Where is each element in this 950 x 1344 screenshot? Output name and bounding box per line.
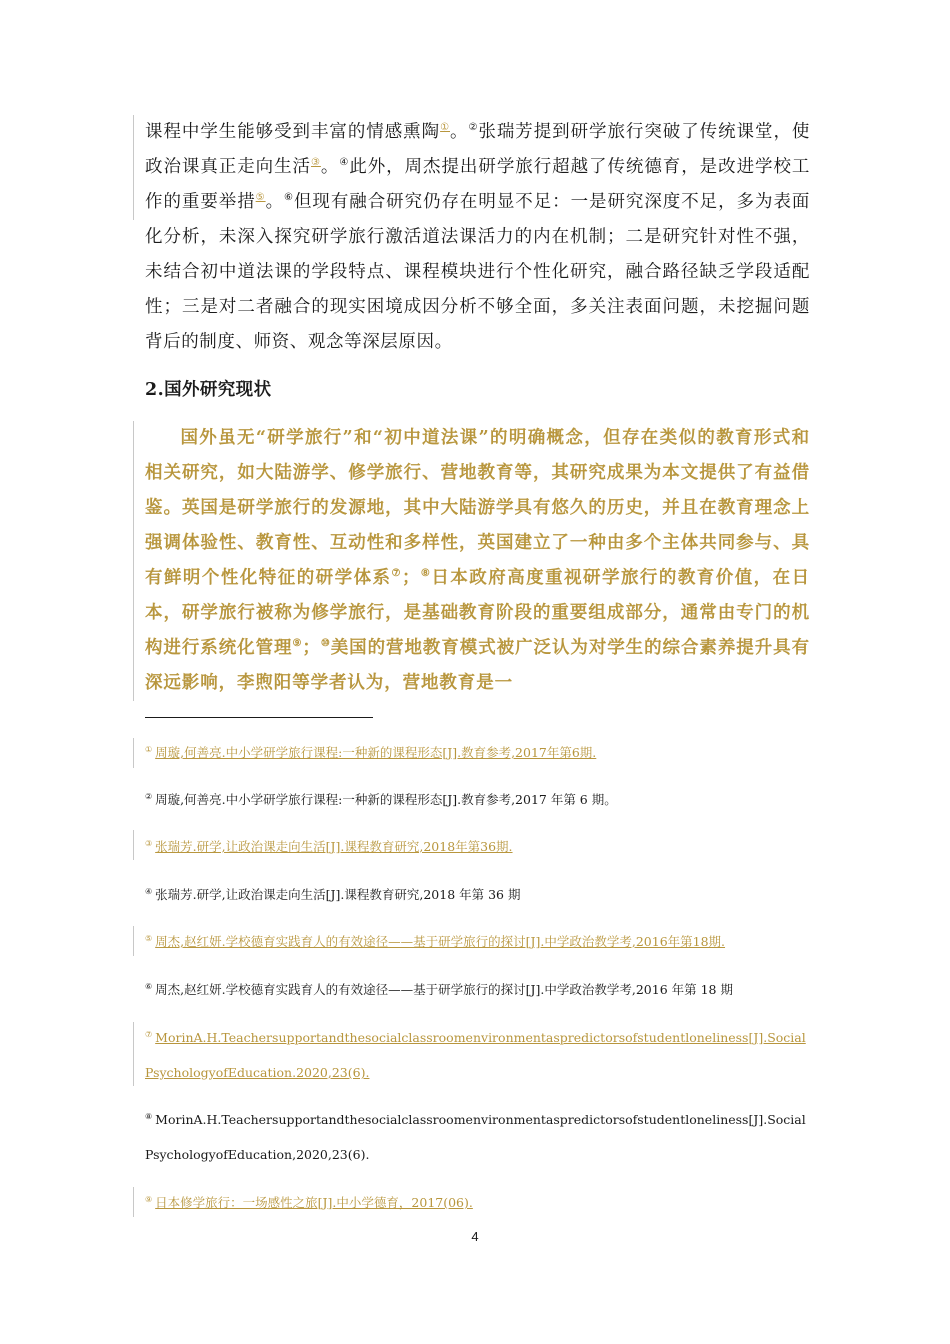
- footnote-ref[interactable]: ①: [440, 122, 450, 134]
- text-segment: 此外，周杰提出研学旅行超越了传统德育，是改进学校工作的重要举措: [145, 157, 810, 212]
- footnote-text: 张瑞芳.研学,让政治课走向生活[J].课程教育研究,2018 年第 36 期: [155, 887, 521, 902]
- footnote-item: [145, 829, 810, 864]
- text-segment: ；: [401, 568, 421, 588]
- footnote-item: [145, 1020, 810, 1090]
- page-number: 4: [471, 1229, 479, 1244]
- change-bar: [133, 1187, 134, 1217]
- footnote-ref[interactable]: ⑥: [284, 192, 294, 204]
- footnote-item: [145, 924, 810, 959]
- footnote-ref[interactable]: ④: [339, 157, 350, 169]
- footnote-mark: ④: [145, 886, 153, 896]
- section-heading: 2.国外研究现状: [145, 380, 272, 400]
- footnote-mark: ⑤: [145, 933, 153, 943]
- text-segment: 张瑞芳提到研学旅行突破了传统课堂，使政治课真正走向生活: [145, 122, 810, 177]
- footnote-item: [145, 1185, 810, 1220]
- footnote-mark: ⑨: [145, 1194, 153, 1204]
- footnote-text: 周璇,何善亮.中小学研学旅行课程:一种新的课程形态[J].教育参考,2017 年第 6 期。: [155, 792, 617, 807]
- footnote-item: [145, 782, 810, 817]
- footnote-text[interactable]: 日本修学旅行：一场感性之旅[J].中小学德育，2017(06).: [155, 1195, 473, 1210]
- footnote-mark: ⑦: [145, 1029, 153, 1039]
- footnote-ref[interactable]: ⑦: [391, 568, 402, 580]
- footnote-text: MorinA.H.Teachersupportandthesocialclassroomenvironmentaspredictorsofstudentloneliness[J].SocialPsychologyofEducation,2020,23(6).: [145, 1112, 806, 1162]
- footnote-separator: [145, 717, 373, 718]
- footnote-ref[interactable]: ⑨: [292, 638, 303, 650]
- text-segment: 国外虽无“研学旅行”和“初中道法课”的明确概念，但存在类似的教育形式和相关研究，如大陆游学、修学旅行、营地教育等，其研究成果为本文提供了有益借鉴。英国是研学旅行的发源地，其中大陆游学具有悠久的历史，并且在教育理念上强调体验性、教育性、互动性和多样性，英国建立了一种由多个主体共同参与、具有鲜明个性化特征的研学体系: [145, 428, 810, 588]
- footnote-mark: ③: [145, 838, 153, 848]
- text-segment: 。: [450, 122, 469, 142]
- footnote-ref[interactable]: ⑧: [420, 568, 432, 580]
- footnote-text[interactable]: 周璇,何善亮.中小学研学旅行课程:一种新的课程形态[J].教育参考,2017年第6期.: [155, 745, 597, 760]
- footnote-mark: ②: [145, 791, 153, 801]
- footnote-ref[interactable]: ②: [468, 122, 479, 134]
- text-segment: 。: [265, 192, 285, 212]
- change-bar: [133, 1022, 134, 1086]
- tracked-insertion-paragraph: [145, 421, 810, 701]
- change-bar: [133, 115, 134, 220]
- text-segment: 日本政府高度重视研学旅行的教育价值，在日本，研学旅行被称为修学旅行，是基础教育阶段的重要组成部分，通常由专门的机构进行系统化管理: [145, 568, 810, 658]
- change-bar: [133, 421, 134, 701]
- footnote-text: 周杰,赵红妍.学校德育实践育人的有效途径——基于研学旅行的探讨[J].中学政治教学考,2016 年第 18 期: [155, 982, 733, 997]
- footnote-text[interactable]: 张瑞芳.研学,让政治课走向生活[J].课程教育研究,2018年第36期.: [155, 839, 513, 854]
- change-bar: [133, 926, 134, 956]
- change-bar: [133, 738, 134, 768]
- footnote-item: [145, 1102, 810, 1172]
- footnote-item: [145, 877, 810, 912]
- footnote-text[interactable]: 周杰,赵红妍.学校德育实践育人的有效途径——基于研学旅行的探讨[J].中学政治教学考,2016年第18期.: [155, 934, 726, 949]
- text-segment: ；: [302, 638, 321, 658]
- footnote-mark: ⑥: [145, 981, 153, 991]
- footnote-mark: ⑧: [145, 1111, 153, 1121]
- footnote-ref[interactable]: ⑩: [320, 638, 331, 650]
- footnote-item: [145, 735, 810, 770]
- body-paragraph: [145, 115, 810, 360]
- footnote-mark: ①: [145, 744, 153, 754]
- footnote-ref[interactable]: ③: [310, 157, 321, 169]
- text-segment: 课程中学生能够受到丰富的情感熏陶: [145, 122, 441, 142]
- text-segment: 但现有融合研究仍存在明显不足：一是研究深度不足，多为表面化分析，未深入探究研学旅行激活道法课活力的内在机制；二是研究针对性不强，未结合初中道法课的学段特点、课程模块进行个性化研究，融合路径缺乏学段适配性；三是对二者融合的现实困境成因分析不够全面，多关注表面问题，未挖掘问题背后的制度、师资、观念等深层原因。: [145, 192, 810, 352]
- change-bar: [133, 830, 134, 860]
- footnote-item: [145, 972, 810, 1007]
- text-segment: 美国的营地教育模式被广泛认为对学生的综合素养提升具有深远影响，李煦阳等学者认为，营地教育是一: [145, 638, 810, 693]
- footnote-ref[interactable]: ⑤: [255, 192, 266, 204]
- footnote-text[interactable]: MorinA.H.Teachersupportandthesocialclassroomenvironmentaspredictorsofstudentloneliness[J].SocialPsychologyofEducation.2020,23(6).: [145, 1030, 806, 1080]
- text-segment: 。: [320, 157, 340, 177]
